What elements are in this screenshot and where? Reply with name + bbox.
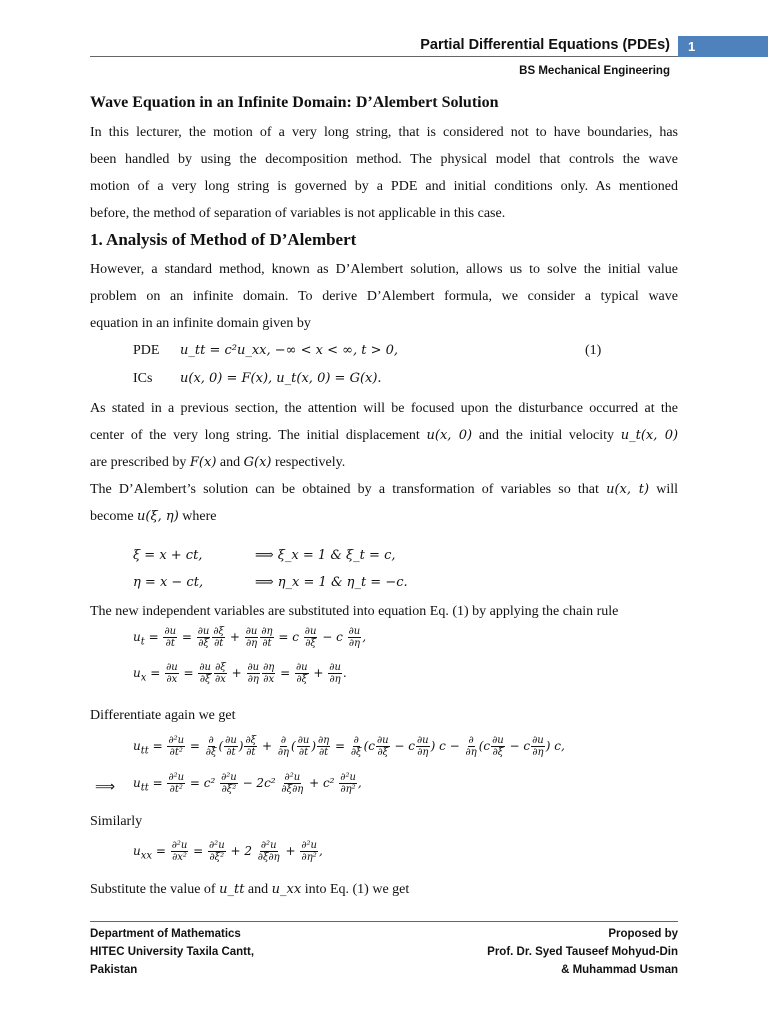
pde-label: PDE (133, 343, 160, 358)
utt-expansion-equation: $u_{tt}$ = $\frac{\text{∂²u}}{\text{∂t²}}$ = $\frac{\partial}{\partial\xi}$ ( $\frac{\partial u}{\partial t}$ ) $\frac{\partial\xi}{\partial t}$ + $\frac{\partial}{\partial\eta}$ ( $\frac{\partial u}{\partial t}$ ) $\frac{\partial\eta}{\partial t}$ = $\frac{\partial}{\partial\xi}$ (c $\frac{\partial u}{\partial\xi}$ − c $\frac{\partial u}{\partial\eta}$ ) c − $\frac{\partial}{\partial\eta}$ (c $\frac{\partial u}{\partial\xi}$ − c $\frac{\partial u}{\partial\eta}$ ) c, (133, 735, 565, 758)
paragraph-transformation (90, 476, 678, 530)
section-title: Wave Equation in an Infinite Domain: D’Alembert Solution (90, 94, 499, 111)
para3-line: As stated in a previous section, the attention will be focused upon the disturbance occurred at the (90, 401, 678, 416)
page-number-badge: 1 (678, 36, 768, 57)
footer-authors: Proposed by Prof. Dr. Syed Tauseef Mohyud-Din & Muhammad Usman (487, 928, 678, 976)
ics-label: ICs (133, 371, 153, 386)
ux-equation: $u_x$ = $\frac{\partial u}{\partial x}$ = $\frac{\partial u}{\partial\xi}$ $\frac{\partial\xi}{\partial x}$ + $\frac{\partial u}{\partial\eta}$ $\frac{\partial\eta}{\partial x}$ = $\frac{\partial u}{\partial\xi}$ + $\frac{\partial u}{\partial\eta}$ . (133, 662, 347, 685)
para4-line: become u(ξ, η) where (90, 509, 217, 524)
eta-definition: η = x − ct, (133, 575, 204, 590)
intro-line: before, the method of separation of variables is not applicable in this case. (90, 206, 506, 221)
footer-department: Department of Mathematics HITEC University Taxila Cantt, Pakistan (90, 928, 255, 976)
ics-equation: u(x, 0) = F(x), u_t(x, 0) = G(x). (180, 371, 382, 386)
footer-rule (90, 921, 678, 922)
paragraph-initial-conditions (90, 395, 678, 476)
header-subtitle: BS Mechanical Engineering (519, 65, 670, 77)
intro-line: motion of a very long string is governed by a PDE and initial conditions only. As mentioned (90, 179, 678, 194)
para2-line: equation in an infinite domain given by (90, 316, 311, 331)
para3-line: are prescribed by F(x) and G(x) respectively. (90, 455, 346, 470)
differentiate-text: Differentiate again we get (90, 708, 236, 723)
uxx-equation: $u_{xx}$ = $\frac{\text{∂²u}}{\text{∂x²}}$ = $\frac{\text{∂²u}}{\text{∂ξ²}}$ + 2 $\frac{\text{∂²u}}{\partial\xi\partial\eta}$ + $\frac{\text{∂²u}}{\text{∂η²}}$ , (133, 840, 323, 863)
implies-arrow: ⟹ (95, 780, 116, 795)
para2-line: However, a standard method, known as D’Alembert solution, allows us to solve the initial value (90, 262, 678, 277)
substitute-text: Substitute the value of u_tt and u_xx into Eq. (1) we get (90, 882, 410, 897)
xi-derivatives: ⟹ ξ_x = 1 & ξ_t = c, (255, 548, 396, 563)
xi-definition: ξ = x + ct, (133, 548, 203, 563)
para4-line: The D’Alembert’s solution can be obtained by a transformation of variables so that u(x, t) will (90, 482, 679, 497)
pde-equation: u_tt = c²u_xx, −∞ < x < ∞, t > 0, (180, 343, 399, 358)
similarly-text: Similarly (90, 814, 143, 829)
intro-line: been handled by using the decomposition method. The physical model that controls the wave (90, 152, 678, 167)
ut-equation: $u_t$ = $\frac{\partial u}{\partial t}$ = $\frac{\partial u}{\partial\xi}$ $\frac{\partial\xi}{\partial t}$ + $\frac{\partial u}{\partial\eta}$ $\frac{\partial\eta}{\partial t}$ = c $\frac{\partial u}{\partial\xi}$ − c $\frac{\partial u}{\partial\eta}$ , (133, 626, 367, 649)
equation-number: (1) (585, 343, 602, 358)
paragraph-dalembert (90, 256, 678, 337)
intro-paragraph (90, 119, 678, 227)
chain-rule-text: The new independent variables are substituted into equation Eq. (1) by applying the chain rule (90, 604, 619, 619)
utt-result-equation: $u_{tt}$ = $\frac{\text{∂²u}}{\text{∂t²}}$ = c² $\frac{\text{∂²u}}{\text{∂ξ²}}$ − 2c² $\frac{\text{∂²u}}{\partial\xi\partial\eta}$ + c² $\frac{\text{∂²u}}{\text{∂η²}}$ , (133, 772, 362, 795)
para3-line: center of the very long string. The initial displacement u(x, 0) and the initial velocity u_t(x, 0) (90, 428, 679, 443)
header-title: Partial Differential Equations (PDEs) (420, 37, 670, 53)
para2-line: problem on an infinite domain. To derive D’Alembert formula, we consider a typical wave (90, 289, 678, 304)
header-rule (90, 56, 678, 57)
intro-line: In this lecturer, the motion of a very long string, that is considered not to have boundaries, has (90, 125, 678, 140)
eta-derivatives: ⟹ η_x = 1 & η_t = −c. (255, 575, 408, 590)
heading-analysis: 1. Analysis of Method of D’Alembert (90, 230, 357, 249)
